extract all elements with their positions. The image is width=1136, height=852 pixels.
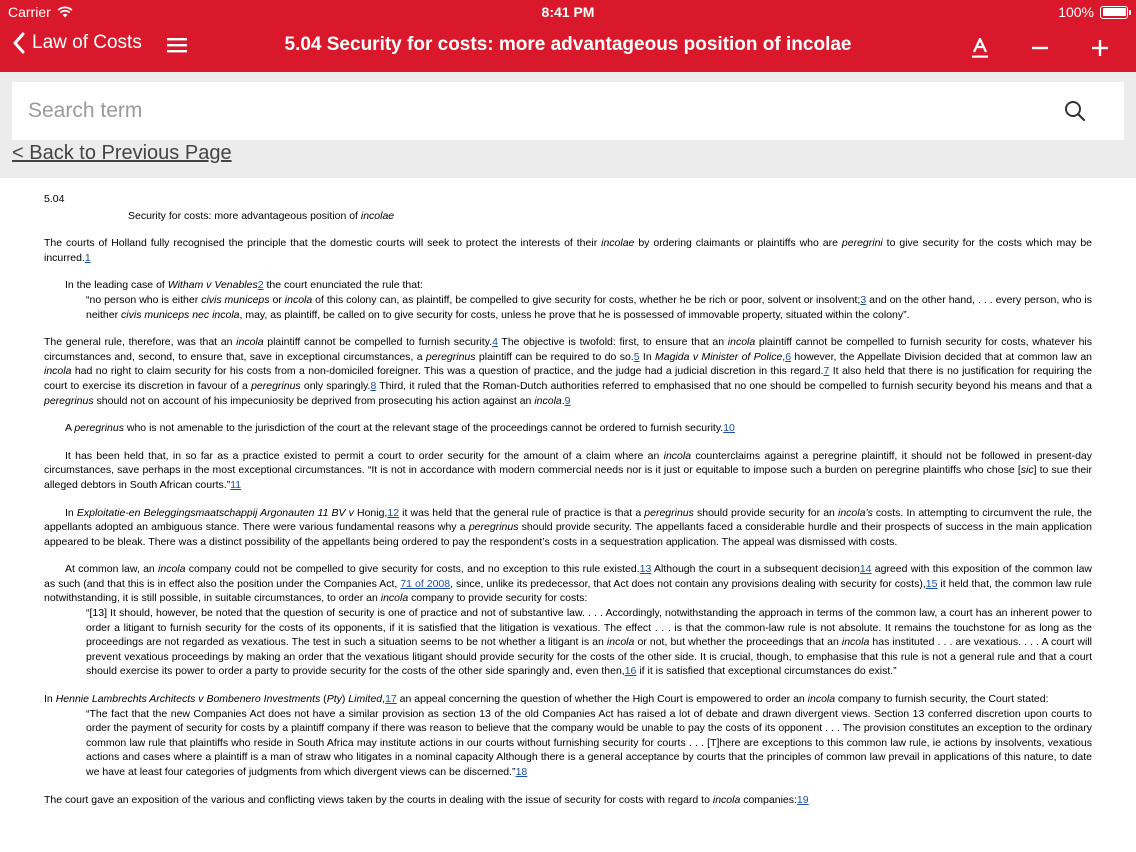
footnote-link[interactable]: 19 [796,793,809,806]
paragraph: In Hennie Lambrechts Architects v Bombenero Investments (Pty) Limited,17 an appeal concerning the question of whether the High Court is empowered to order an incola company to furnish security, the Court stated: [44,693,1049,706]
block-quote: “The fact that the new Companies Act does not have a similar provision as section 13 of the old Companies Act has raised a lot of debate and drawn divergent views. Section 13 conferred discretion upon courts to order the payment of security for costs by a plaintiff company if there was reason to believe that the company would be unable to pay the costs of its opponent . . . The provision constitutes an exception to the ordinary common law rule that plaintiffs who reside in South Africa may institute actions in our courts without furnishing security for courts . . . [T]here are exceptions to this common law rule, ie actions by insolvents, vexatious actions and cases where a plaintiff is a man of straw who litigates in a nominal capacity Although there is a general acceptance by courts that the principles of common law prevail in applications of this nature, to date we have at least four categories of judgments from which divergent views can be discerned.”18 [86,707,1092,778]
footnote-link[interactable]: 10 [723,422,735,435]
plus-icon [1091,39,1109,57]
battery-percent: 100% [1058,4,1094,20]
clock: 8:41 PM [541,4,595,20]
footnote-link[interactable]: 1 [84,251,91,264]
paragraph: The court gave an exposition of the various and conflicting views taken by the courts in dealing with the issue of security for costs with regard to incola companies:19 [44,793,809,806]
section-number: 5.04 [44,193,65,205]
footnote-link[interactable]: 5 [633,350,640,363]
paragraph: At common law, an incola company could not be compelled to give security for costs, and no exception to this rule existed.13 Although the court in a subsequent decision14 agreed with this exposition of the common law as such (and that this is in effect also the position under the Companies Act, 71 of 2008, since, unlike its predecessor, that Act does not contain any provisions dealing with security for costs),15 it held that, the common law rule notwithstanding, it is still possible, in suitable circumstances, to order an incola company to provide security for costs: [44,563,1093,605]
battery-icon [1100,6,1128,19]
search-icon [1064,100,1086,122]
footnote-link[interactable]: 11 [230,478,242,491]
footnote-link[interactable]: 6 [785,350,792,363]
footnote-link[interactable]: 9 [564,394,571,407]
block-quote: “no person who is either civis municeps or incola of this colony can, as plaintiff, be compelled to give security for costs, whether he be rich or poor, solvent or insolvent;3 and on the other hand, . . . every person, who is neither civis municeps nec incola, may, as plaintiff, be called on to give security for costs, unless he prove that he is possessed of immovable property, situated within the colony”. [86,293,1092,321]
paragraph: A peregrinus who is not amenable to the jurisdiction of the court at the relevant stage of the proceedings cannot be ordered to furnish security.10 [65,422,735,435]
search-input[interactable] [28,94,1028,128]
footnote-link[interactable]: 18 [515,766,528,778]
footnote-link[interactable]: 13 [639,563,652,576]
chevron-left-icon [12,32,26,54]
paragraph: In Exploitatie-en Beleggingsmaatschappij Argonauten 11 BV v Honig,12 it was held that the general rule of practice is that a peregrinus should provide security for an incola’s costs. In attempting to circumvent the rule, the appellants adopted an ambiguous stance. There were various fundamental reasons why a peregrinus should provide security. The appellants faced a considerable hurdle and their prospects of success in the main application appeared to be bleak. There was a distinct possibility of the appellants being ordered to pay the respondent’s costs in a sequestration application. The appeal was dismissed with costs. [44,506,1092,548]
footnote-link[interactable]: 8 [370,379,377,392]
search-box [12,82,1124,140]
footnote-link[interactable]: 15 [925,577,938,590]
companies-act-link[interactable]: 71 of 2008 [400,577,451,590]
text-style-button[interactable] [964,32,996,64]
footnote-link[interactable]: 14 [859,563,872,576]
footnote-link[interactable]: 16 [624,665,637,678]
back-to-previous-page-link[interactable]: < Back to Previous Page [12,142,232,164]
battery-indicator [1058,4,1128,20]
search-button[interactable] [1064,100,1086,127]
paragraph: The courts of Holland fully recognised the principle that the domestic courts will seek to protect the interests of their incolae by ordering claimants or plaintiffs who are peregrini to give security for the costs which may be incurred.1 [44,237,1093,264]
font-style-icon [970,37,990,59]
back-button-label: Law of Costs [32,32,142,53]
increase-font-button[interactable] [1084,32,1116,64]
navigation-bar [0,24,1136,70]
status-bar [0,0,1136,24]
footnote-link[interactable]: 4 [492,336,498,349]
header-bar [0,0,1136,72]
page-title: 5.04 Security for costs: more advantageous position of incolae [284,34,852,55]
footnote-link[interactable]: 3 [860,293,867,306]
paragraph: In the leading case of Witham v Venables2 the court enunciated the rule that: [65,279,423,292]
document-body [44,192,1092,820]
block-quote: “[13] It should, however, be noted that the question of security is one of practice and not of substantive law. . . . Accordingly, notwithstanding the approach in terms of the common law, a court has an inherent power to order a litigant to furnish security for the costs of its opponents, if it is satisfied that the litigation is vexatious. The effect . . . is that the common-law rule is not absolute. It remains the touchstone for as long as the proceedings are not regarded as vexatious. The test in such a situation seems to be not whether a litigant is an incola or not, but whether the proceedings that an incola has instituted . . . are vexatious. . . . A court will prevent vexatious proceedings by making an order that the vexatious litigant should provide security for the costs of the other side. It is crucial, though, to emphasise that this rule is not a general rule and that a court should exercise its power to order a party to provide security for the costs of the other side sparingly and, even then,16 if it is satisfied that exceptional circumstances do exist.” [86,607,1093,678]
footnote-link[interactable]: 12 [387,506,400,519]
paragraph: The general rule, therefore, was that an incola plaintiff cannot be compelled to furnish security.4 The objective is twofold: first, to ensure that an incola plaintiff cannot be compelled to furnish security for costs, whatever his circumstances and, second, to ensure that, save in exceptional circumstances, a peregrinus plaintiff can be required to do so.5 In Magida v Minister of Police,6 however, the Appellate Division decided that at common law an incola had no right to claim security for his costs from a non-domiciled foreigner. This was a question of practice, and the judge had a judicial discretion in this regard.7 It also held that there is no justification for requiring the court to exercise its discretion in favour of a peregrinus only sparingly.8 Third, it ruled that the Roman-Dutch authorities referred to emphasised that no one should be compelled to furnish security beyond his means and that a peregrinus should not on account of his impecuniosity be deprived from prosecuting his action against an incola.9 [44,336,1093,407]
carrier-label: Carrier [8,4,51,20]
footnote-link[interactable]: 2 [257,279,264,292]
paragraph: It has been held that, in so far as a practice existed to permit a court to order security for the amount of a claim where an incola counterclaims against a peregrine plaintiff, it should not be followed in present-day circumstances, save perhaps in the most exceptional circumstances. “It is not in accordance with modern commercial needs nor is it just or equitable to impose such a burden on peregrine plaintiffs who chose [sic] to sue their alleged debtors in South African courts.”11 [44,449,1093,491]
section-heading: Security for costs: more advantageous position of incolae [128,209,395,222]
minus-icon [1031,39,1049,57]
hamburger-menu-icon [166,36,188,54]
footnote-link[interactable]: 7 [823,365,830,378]
search-area [0,72,1136,178]
decrease-font-button[interactable] [1024,32,1056,64]
footnote-link[interactable]: 17 [385,693,397,706]
back-button[interactable] [12,32,142,54]
menu-button[interactable] [166,36,188,59]
